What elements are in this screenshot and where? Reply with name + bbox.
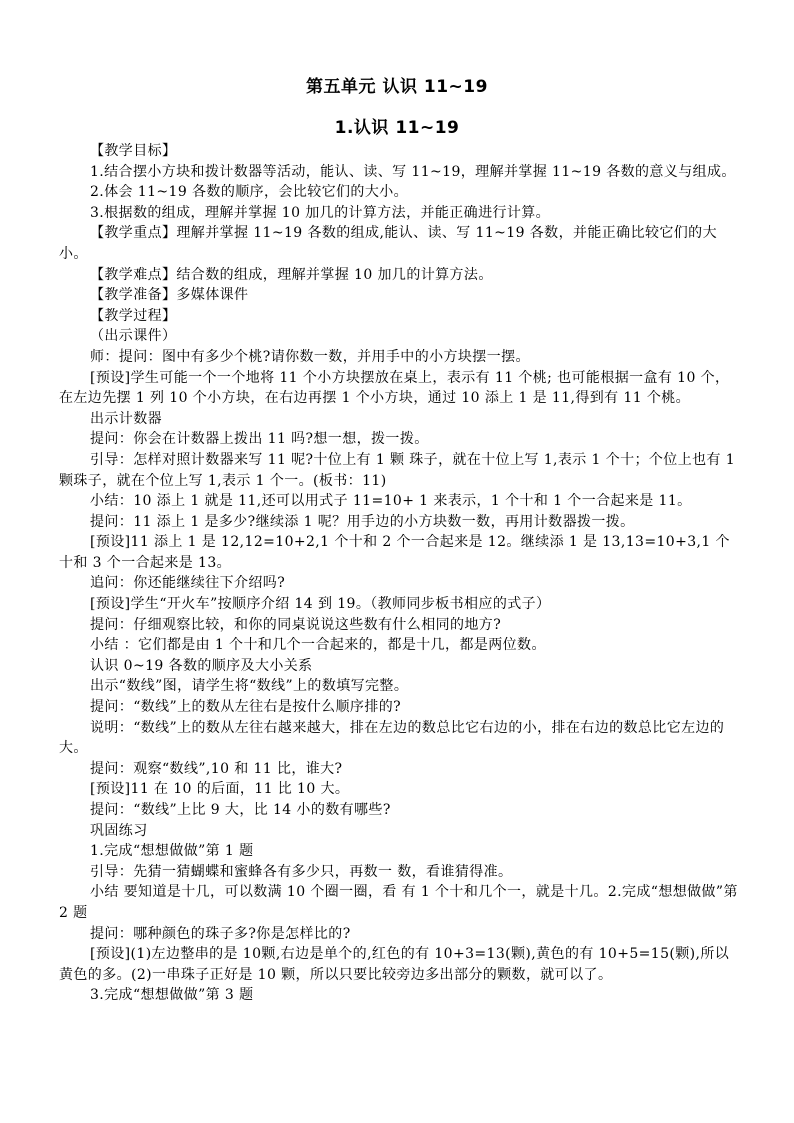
paragraph: 小结 要知道是十几，可以数满 10 个圈一圈，看 有 1 个十和几个一，就是十几。2.完成“想想做做”第 2 题 [59, 884, 738, 921]
paragraph: 引导：先猜一猜蝴蝶和蜜蜂各有多少只，再数一 数，看谁猜得准。 [90, 863, 513, 880]
paragraph: 【教学准备】多媒体课件 [90, 287, 249, 304]
paragraph: 3.根据数的组成，理解并掌握 10 加几的计算方法，并能正确进行计算。 [90, 204, 551, 221]
paragraph: 巩固练习 [90, 822, 148, 839]
paragraph: 【教学目标】 [90, 143, 177, 159]
paragraph: [预设]学生可能一个一个地将 11 个小方块摆放在桌上，表示有 11 个桃; 也可能根据一盒有 10 个， 在左边先摆 1 列 10 个小方块，在右边再摆 1 个小方块，通过 10 添上 1 是 11,得到有 11 个桃。 [59, 369, 730, 407]
paragraph: 认识 0~19 各数的顺序及大小关系 [90, 657, 313, 674]
paragraph: 师：提问：图中有多少个桃?请你数一数，并用手中的小方块摆一摆。 [90, 348, 530, 365]
paragraph: 小结：10 添上 1 就是 11,还可以用式子 11=10+ 1 来表示，1 个十和 1 个一合起来是 11。 [90, 493, 692, 510]
lesson-body [59, 141, 738, 1006]
paragraph: 1.完成“想想做做”第 1 题 [90, 843, 254, 860]
paragraph: 提问：“数线”上比 9 大，比 14 小的数有哪些? [90, 802, 391, 818]
paragraph: [预设]11 添上 1 是 12,12=10+2,1 个十和 2 个一合起来是 12。继续添 1 是 13,13=10+3,1 个十和 3 个一合起来是 13。 [59, 534, 730, 571]
paragraph: 提问：仔细观察比较，和你的同桌说说这些数有什么相同的地方? [90, 616, 502, 633]
paragraph: 3.完成“想想做做”第 3 题 [90, 987, 254, 1004]
paragraph: [预设]11 在 10 的后面，11 比 10 大。 [90, 781, 350, 798]
paragraph: 提问：11 添上 1 是多少?继续添 1 呢？用手边的小方块数一数，再用计数器拨一拨。 [90, 513, 635, 530]
paragraph: 出示计数器 [90, 410, 162, 427]
paragraph: 说明：“数线”上的数从左往右越来越大，排在左边的数总比它右边的小，排在右边的数总比它左边的大。 [59, 719, 725, 757]
lesson-title: 1.认识 11~19 [334, 118, 460, 138]
paragraph: 提问：观察“数线”,10 和 11 比，谁大? [90, 760, 343, 777]
paragraph: 2.体会 11~19 各数的顺序，会比较它们的大小。 [90, 184, 409, 201]
paragraph: 追问：你还能继续往下介绍吗? [90, 575, 286, 592]
paragraph: [预设]学生“开火车”按顺序介绍 14 到 19。（教师同步板书相应的式子） [90, 596, 551, 613]
paragraph: 【教学重点】理解并掌握 11~19 各数的组成,能认、读、写 11~19 各数，并能正确比较它们的大小。 [59, 225, 717, 262]
paragraph: 【教学过程】 [90, 307, 177, 324]
paragraph: 出示“数线”图，请学生将“数线”上的数填写完整。 [90, 678, 409, 695]
paragraph: 引导：怎样对照计数器来写 11 呢?十位上有 1 颗 珠子，就在十位上写 1,表示 1 个十；个位上也有 1 颗珠子，就在个位上写 1,表示 1 个一。(板书：11) [59, 451, 736, 489]
paragraph: 提问：你会在计数器上拨出 11 吗?想一想，拨一拨。 [90, 431, 429, 448]
paragraph: 【教学难点】结合数的组成，理解并掌握 10 加几的计算方法。 [90, 266, 493, 283]
paragraph: 小结 ：它们都是由 1 个十和几个一合起来的，都是十几，都是两位数。 [90, 637, 546, 654]
paragraph: [预设](1)左边整串的是 10颗,右边是单个的,红色的有 10+3=13(颗),黄色的有 10+5=15(颗),所以黄色的多。(2)一串珠子正好是 10 颗，所以只要比较旁边多出部分的颗数，就可以了。 [59, 946, 730, 983]
paragraph: 1.结合摆小方块和拨计数器等活动，能认、读、写 11~19，理解并掌握 11~19 各数的意义与组成。 [90, 163, 736, 180]
unit-title: 第五单元 认识 11~19 [306, 77, 488, 97]
paragraph: 提问：“数线”上的数从左往右是按什么顺序排的? [90, 699, 402, 716]
paragraph: 提问：哪种颜色的珠子多?你是怎样比的? [90, 925, 351, 942]
paragraph: （出示课件） [90, 328, 177, 345]
